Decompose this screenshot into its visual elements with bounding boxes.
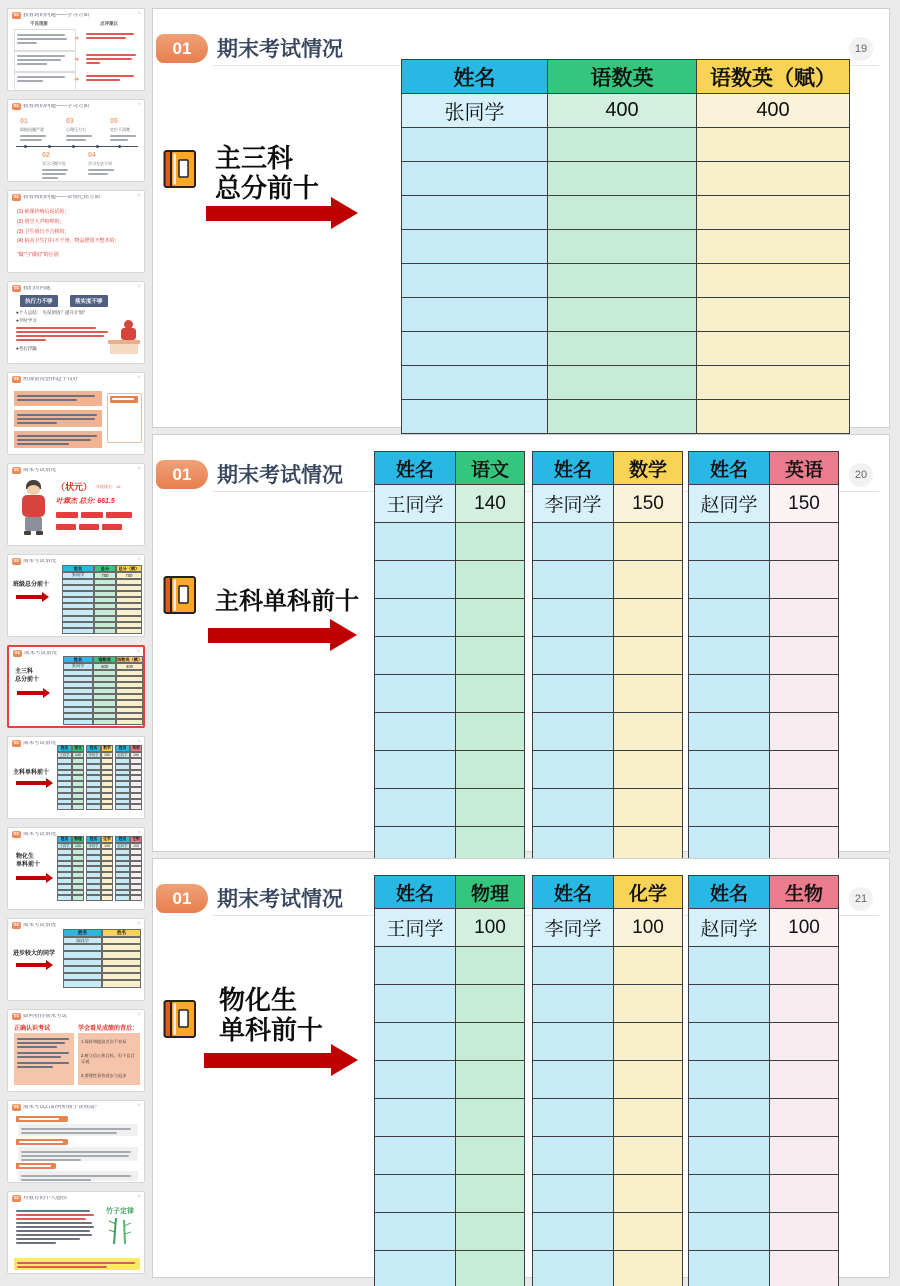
slide-label: 主三科 总分前十 bbox=[215, 143, 320, 203]
thumb-badge: 01 bbox=[14, 1013, 20, 1018]
thumbnail-main-single-top10[interactable] bbox=[7, 736, 145, 819]
mini-table: 姓名 英语 赵同学 150 bbox=[115, 745, 142, 810]
timeline-label: 定位不清楚 bbox=[110, 127, 130, 132]
bamboo-illustration bbox=[107, 1216, 133, 1246]
timeline-num: 01 bbox=[20, 118, 28, 125]
thumb-badge: 01 bbox=[14, 194, 20, 199]
table-row-empty bbox=[402, 400, 850, 434]
table-row-empty bbox=[375, 637, 525, 675]
thumbnail-talk-with-child[interactable] bbox=[7, 1100, 145, 1183]
table-row-empty bbox=[689, 1213, 839, 1251]
table-row-empty bbox=[533, 1251, 683, 1286]
thumbnail-discipline-rules[interactable] bbox=[7, 190, 145, 273]
table-row-empty bbox=[375, 751, 525, 789]
thumb-corner-icon: × bbox=[137, 284, 141, 290]
mini-table: 姓名 物理 王同学 100 bbox=[57, 836, 84, 901]
mini-table: 姓名 语文 王同学 140 bbox=[57, 745, 84, 810]
ribbon-tag bbox=[16, 1163, 56, 1169]
table-row-empty bbox=[689, 985, 839, 1023]
table-row-empty bbox=[533, 675, 683, 713]
thumb-corner-icon: × bbox=[137, 739, 141, 745]
scores-table-main3[interactable] bbox=[401, 59, 850, 434]
point-block bbox=[14, 431, 102, 448]
reflection-text bbox=[16, 1208, 94, 1246]
page-number-badge: 21 bbox=[849, 887, 873, 911]
table-row-empty bbox=[533, 713, 683, 751]
table-row: 王同学 140 bbox=[375, 485, 525, 523]
slide-title: 期末考试情况 bbox=[217, 464, 343, 487]
timeline-text bbox=[42, 167, 68, 181]
timeline-num: 02 bbox=[42, 152, 50, 159]
table-row-empty bbox=[375, 1175, 525, 1213]
mini-red-arrow bbox=[16, 876, 46, 880]
arrow-right-icon: ➜ bbox=[74, 57, 80, 63]
table-row-empty bbox=[375, 675, 525, 713]
table-row-empty bbox=[375, 1251, 525, 1286]
scores-table-english[interactable] bbox=[688, 451, 839, 865]
mini-table: 姓名 姓名 陈同学 bbox=[63, 929, 141, 988]
table-row-empty bbox=[689, 1099, 839, 1137]
thumbnail-how-to-view-exam[interactable] bbox=[7, 1009, 145, 1092]
table-row-empty bbox=[689, 1061, 839, 1099]
table-row-empty bbox=[402, 298, 850, 332]
thumb-title: 如何看待期末考试 bbox=[23, 1013, 68, 1019]
table-row-empty bbox=[689, 637, 839, 675]
champion-label: （状元） bbox=[56, 482, 93, 492]
point-block bbox=[14, 391, 102, 406]
book-icon bbox=[163, 149, 197, 189]
mini-table: 姓名 语数英 语数英（赋） 张同学 400 400 bbox=[63, 656, 143, 725]
table-row: 赵同学 150 bbox=[689, 485, 839, 523]
slide-19-canvas[interactable] bbox=[152, 8, 890, 428]
thumbnail-most-improved[interactable] bbox=[7, 918, 145, 1001]
table-row-empty bbox=[533, 789, 683, 827]
bamboo-title: 竹子定律 bbox=[106, 1208, 134, 1215]
table-header-row: 姓名 生物 bbox=[689, 876, 839, 909]
thumb-badge: 01 bbox=[14, 12, 20, 17]
issue-box bbox=[14, 50, 76, 73]
book-icon bbox=[163, 999, 197, 1039]
table-row: 张同学 400 400 bbox=[402, 94, 850, 128]
table-row: 赵同学 100 bbox=[689, 909, 839, 947]
thumb-badge: 01 bbox=[15, 650, 21, 655]
table-row-empty bbox=[689, 713, 839, 751]
table-row-empty bbox=[533, 985, 683, 1023]
red-arrow bbox=[208, 628, 330, 643]
thumb-corner-icon: × bbox=[137, 11, 141, 17]
thumb-title: 我看到的问题——学习方面 bbox=[23, 12, 90, 18]
thumb-badge: 01 bbox=[14, 740, 20, 745]
timeline-text bbox=[88, 167, 114, 177]
table-row-empty bbox=[402, 230, 850, 264]
mini-label: 物化生 bbox=[16, 854, 35, 860]
champion-name-score: 叶霖杰 总分: 661.5 bbox=[56, 498, 115, 505]
thumb-title: 期末考试情况 bbox=[23, 831, 57, 837]
header-total: 语数英 bbox=[548, 60, 697, 94]
book-icon bbox=[163, 575, 197, 615]
point-block bbox=[14, 410, 102, 427]
thumb-title: 班级情况整体趋于良好 bbox=[23, 376, 79, 382]
table-row: 王同学 100 bbox=[375, 909, 525, 947]
slide-thumbnail-panel bbox=[7, 8, 145, 1282]
thumbnail-class-overview[interactable] bbox=[7, 372, 145, 455]
mini-red-arrow bbox=[16, 781, 46, 785]
table-header-row bbox=[402, 60, 850, 94]
thumbnail-exam-champion[interactable] bbox=[7, 463, 145, 546]
table-row-empty bbox=[533, 1099, 683, 1137]
red-text-lines bbox=[16, 325, 108, 343]
thumb-badge: 01 bbox=[14, 922, 20, 927]
thumb-badge: 01 bbox=[14, 103, 20, 108]
mini-red-arrow bbox=[16, 963, 46, 967]
slide-21-canvas[interactable] bbox=[152, 858, 890, 1278]
table-row-empty bbox=[533, 1213, 683, 1251]
rule-list: (1) 候课铃响后说话的; (2) 班空大声喧哗的; (3) 卫生值日不合格的; (4) 宿舍卫生打扫不干净、物品摆放不整齐的; “做”与“做好”的区别 bbox=[17, 209, 116, 258]
red-arrow bbox=[206, 206, 331, 221]
table-row-empty bbox=[689, 947, 839, 985]
table-row-empty bbox=[533, 1175, 683, 1213]
bullet: ●考后浮躁 bbox=[16, 346, 37, 351]
red-arrow bbox=[204, 1053, 331, 1068]
comment-lines bbox=[86, 52, 138, 66]
bamboo-box bbox=[100, 1206, 140, 1256]
table-row-empty bbox=[533, 947, 683, 985]
table-row-empty bbox=[402, 196, 850, 230]
section-number-badge: 01 bbox=[156, 884, 208, 913]
thumb-corner-icon: × bbox=[137, 1194, 141, 1200]
thumbnail-main3-total-top10-selected[interactable] bbox=[7, 645, 145, 728]
col-header-left: 不良现象 bbox=[30, 21, 48, 26]
table-row-empty bbox=[402, 366, 850, 400]
table-row-empty bbox=[533, 637, 683, 675]
table-row-empty bbox=[533, 599, 683, 637]
table-row-empty bbox=[533, 751, 683, 789]
table-row-empty bbox=[402, 162, 850, 196]
timeline-num: 04 bbox=[88, 152, 96, 159]
mini-red-arrow bbox=[16, 595, 42, 599]
table-row: 李同学 150 bbox=[533, 485, 683, 523]
timeline-num: 05 bbox=[110, 118, 118, 125]
table-row-empty bbox=[402, 264, 850, 298]
table-row-empty bbox=[375, 1099, 525, 1137]
table-header-row: 姓名 数学 bbox=[533, 452, 683, 485]
thumb-corner-icon: × bbox=[137, 1012, 141, 1018]
table-row-empty bbox=[402, 128, 850, 162]
mini-table: 姓名 生物 赵同学 100 bbox=[115, 836, 142, 901]
table-row-empty bbox=[689, 675, 839, 713]
gray-paragraph bbox=[18, 1147, 138, 1161]
section-number-badge: 01 bbox=[156, 34, 208, 63]
page-number-badge: 20 bbox=[849, 463, 873, 487]
tag-implementation: 落实度不够 bbox=[70, 295, 108, 307]
table-row-empty bbox=[689, 599, 839, 637]
mini-label: 主三科 bbox=[15, 669, 34, 675]
timeline-label: 学习习惯不好 bbox=[42, 161, 66, 166]
slide-label: 主科单科前十 bbox=[215, 588, 359, 615]
table-row-empty bbox=[533, 561, 683, 599]
timeline-text bbox=[20, 133, 46, 143]
thumb-title: 我看到的问题——学习方面 bbox=[23, 103, 90, 109]
table-row-empty bbox=[689, 523, 839, 561]
table-row-empty bbox=[375, 713, 525, 751]
thumbnail-class-total-top10[interactable] bbox=[7, 554, 145, 637]
header-total-weighted: 语数英（赋） bbox=[697, 60, 850, 94]
table-row-empty bbox=[375, 1213, 525, 1251]
thumb-badge: 01 bbox=[14, 285, 20, 290]
timeline-dot bbox=[96, 145, 99, 148]
table-row-empty bbox=[375, 1061, 525, 1099]
thumb-title: 期末考试情况 bbox=[23, 740, 57, 746]
table-row-empty bbox=[375, 599, 525, 637]
mini-table: 姓名 总分 总分（赋） 张同学 700 700 bbox=[62, 565, 142, 634]
slide-label: 物化生 单科前十 bbox=[219, 985, 324, 1045]
timeline-label: 烦恼问题严重 bbox=[20, 127, 44, 132]
mini-label: 单科前十 bbox=[16, 862, 41, 868]
thumbnail-problems-study-1[interactable] bbox=[7, 8, 145, 91]
table-row-empty bbox=[533, 523, 683, 561]
thumb-corner-icon: × bbox=[137, 375, 141, 381]
table-row-empty bbox=[689, 751, 839, 789]
mini-red-arrow bbox=[17, 691, 43, 695]
table-header-row: 姓名 物理 bbox=[375, 876, 525, 909]
thumb-corner-icon: × bbox=[137, 102, 141, 108]
thumb-corner-icon: × bbox=[137, 921, 141, 927]
thumb-badge: 01 bbox=[14, 467, 20, 472]
table-row-empty bbox=[375, 561, 525, 599]
thumbnail-problems-study-2[interactable] bbox=[7, 99, 145, 182]
thumb-badge: 01 bbox=[14, 1195, 20, 1200]
boy-illustration bbox=[20, 480, 48, 540]
thumb-title: 对教育的个人感悟 bbox=[23, 1195, 68, 1201]
thumb-badge: 01 bbox=[14, 1104, 20, 1109]
timeline-dot bbox=[24, 145, 27, 148]
section-number-badge: 01 bbox=[156, 460, 208, 489]
slide-title: 期末考试情况 bbox=[217, 38, 343, 61]
timeline-label: 学习方法不对 bbox=[88, 161, 112, 166]
thumbnail-our-problems[interactable] bbox=[7, 281, 145, 364]
page-number-badge: 19 bbox=[849, 37, 873, 61]
table-row-empty bbox=[375, 947, 525, 985]
thumb-corner-icon: × bbox=[137, 1103, 141, 1109]
thumb-title: 期末考试后如何和孩子谈成绩？ bbox=[23, 1104, 101, 1110]
timeline-label: 心理压力大 bbox=[66, 127, 86, 132]
scores-table-biology[interactable] bbox=[688, 875, 839, 1286]
table-row-empty bbox=[533, 1023, 683, 1061]
mini-label: 总分前十 bbox=[15, 677, 40, 683]
thumbnail-personal-reflection[interactable] bbox=[7, 1191, 145, 1274]
timeline-num: 03 bbox=[66, 118, 74, 125]
table-header-row: 姓名 化学 bbox=[533, 876, 683, 909]
arrow-right-icon: ➜ bbox=[74, 36, 80, 42]
issue-box bbox=[14, 29, 76, 52]
bullet: ●个人总结： 失误原因？提升计划？ bbox=[16, 310, 88, 315]
table-row-empty bbox=[402, 332, 850, 366]
timeline-text bbox=[110, 133, 136, 143]
table-row: 李同学 100 bbox=[533, 909, 683, 947]
ribbon-tag bbox=[16, 1139, 68, 1145]
scores-table-physics[interactable] bbox=[374, 875, 525, 1286]
timeline-dot bbox=[118, 145, 121, 148]
gray-paragraph bbox=[18, 1124, 138, 1136]
table-row-empty bbox=[375, 523, 525, 561]
thumb-title: 期末考试情况 bbox=[23, 558, 57, 564]
section-head-right: 学会看见成绩的背后： bbox=[78, 1026, 139, 1032]
table-row-empty bbox=[689, 1175, 839, 1213]
timeline-dot bbox=[72, 145, 75, 148]
mini-label: 主科单科前十 bbox=[13, 770, 50, 776]
table-row-empty bbox=[533, 1137, 683, 1175]
thumb-title: 我看到的问题——常规纪律方面 bbox=[23, 194, 101, 200]
table-row-empty bbox=[689, 561, 839, 599]
col-header-right: 点评建议 bbox=[100, 21, 118, 26]
tag-execution: 执行力不够 bbox=[20, 295, 58, 307]
comment-lines bbox=[86, 31, 138, 41]
table-header-row: 姓名 语文 bbox=[375, 452, 525, 485]
bullet: ●平时学习 bbox=[16, 318, 37, 323]
issue-box bbox=[14, 71, 76, 91]
student-illustration bbox=[108, 320, 140, 356]
thumb-corner-icon: × bbox=[137, 466, 141, 472]
ribbon-tag bbox=[16, 1116, 68, 1122]
score-pills-row bbox=[56, 512, 132, 518]
table-row-empty bbox=[689, 1137, 839, 1175]
thumb-title: 期末考试情况 bbox=[24, 650, 58, 656]
gray-paragraph bbox=[18, 1171, 138, 1181]
table-header-row: 姓名 英语 bbox=[689, 452, 839, 485]
table-row-empty bbox=[375, 1023, 525, 1061]
table-row-empty bbox=[689, 789, 839, 827]
table-row-empty bbox=[375, 985, 525, 1023]
goal-bubble bbox=[107, 393, 142, 443]
mini-table: 姓名 化学 李同学 100 bbox=[86, 836, 113, 901]
header-name: 姓名 bbox=[402, 60, 548, 94]
thumb-badge: 01 bbox=[14, 558, 20, 563]
table-row-empty bbox=[689, 1251, 839, 1286]
thumb-corner-icon: × bbox=[137, 830, 141, 836]
score-pills-row bbox=[56, 524, 122, 530]
timeline-text bbox=[66, 133, 92, 143]
section-head-left: 正确认识考试 bbox=[14, 1026, 51, 1032]
scores-table-chinese[interactable] bbox=[374, 451, 525, 865]
table-row-empty bbox=[375, 1137, 525, 1175]
thumb-corner-icon: × bbox=[137, 557, 141, 563]
mini-label: 进步较大的同学 bbox=[13, 951, 56, 957]
scores-table-math[interactable] bbox=[532, 451, 683, 865]
table-row-empty bbox=[533, 1061, 683, 1099]
slide-title: 期末考试情况 bbox=[217, 888, 343, 911]
table-row-empty bbox=[689, 1023, 839, 1061]
thumb-title: 我们的问题 bbox=[23, 285, 51, 291]
scores-table-chemistry[interactable] bbox=[532, 875, 683, 1286]
timeline-dot bbox=[48, 145, 51, 148]
thumb-badge: 01 bbox=[14, 831, 20, 836]
thumbnail-science-single-top10[interactable] bbox=[7, 827, 145, 910]
mini-label: 班级总分前十 bbox=[13, 582, 50, 588]
thumb-corner-icon: × bbox=[137, 193, 141, 199]
thumb-corner-icon: × bbox=[136, 649, 140, 655]
arrow-right-icon: ➜ bbox=[74, 77, 80, 83]
champion-sub: 年级排名：16 bbox=[96, 484, 121, 489]
right-points-box: 1.保持和提高名次不容易 2.树立信心和目标，但不盲目乐观 3.要理性看待进步与退步 bbox=[78, 1033, 140, 1085]
mini-table: 姓名 数学 李同学 150 bbox=[86, 745, 113, 810]
thumb-badge: 01 bbox=[14, 376, 20, 381]
table-row-empty bbox=[375, 789, 525, 827]
thumb-title: 期末考试情况 bbox=[23, 922, 57, 928]
thumb-title: 期末考试情况 bbox=[23, 467, 57, 473]
highlight-strip bbox=[14, 1258, 140, 1270]
slide-20-canvas[interactable] bbox=[152, 434, 890, 852]
comment-lines bbox=[86, 73, 138, 83]
left-points-box bbox=[14, 1033, 74, 1085]
